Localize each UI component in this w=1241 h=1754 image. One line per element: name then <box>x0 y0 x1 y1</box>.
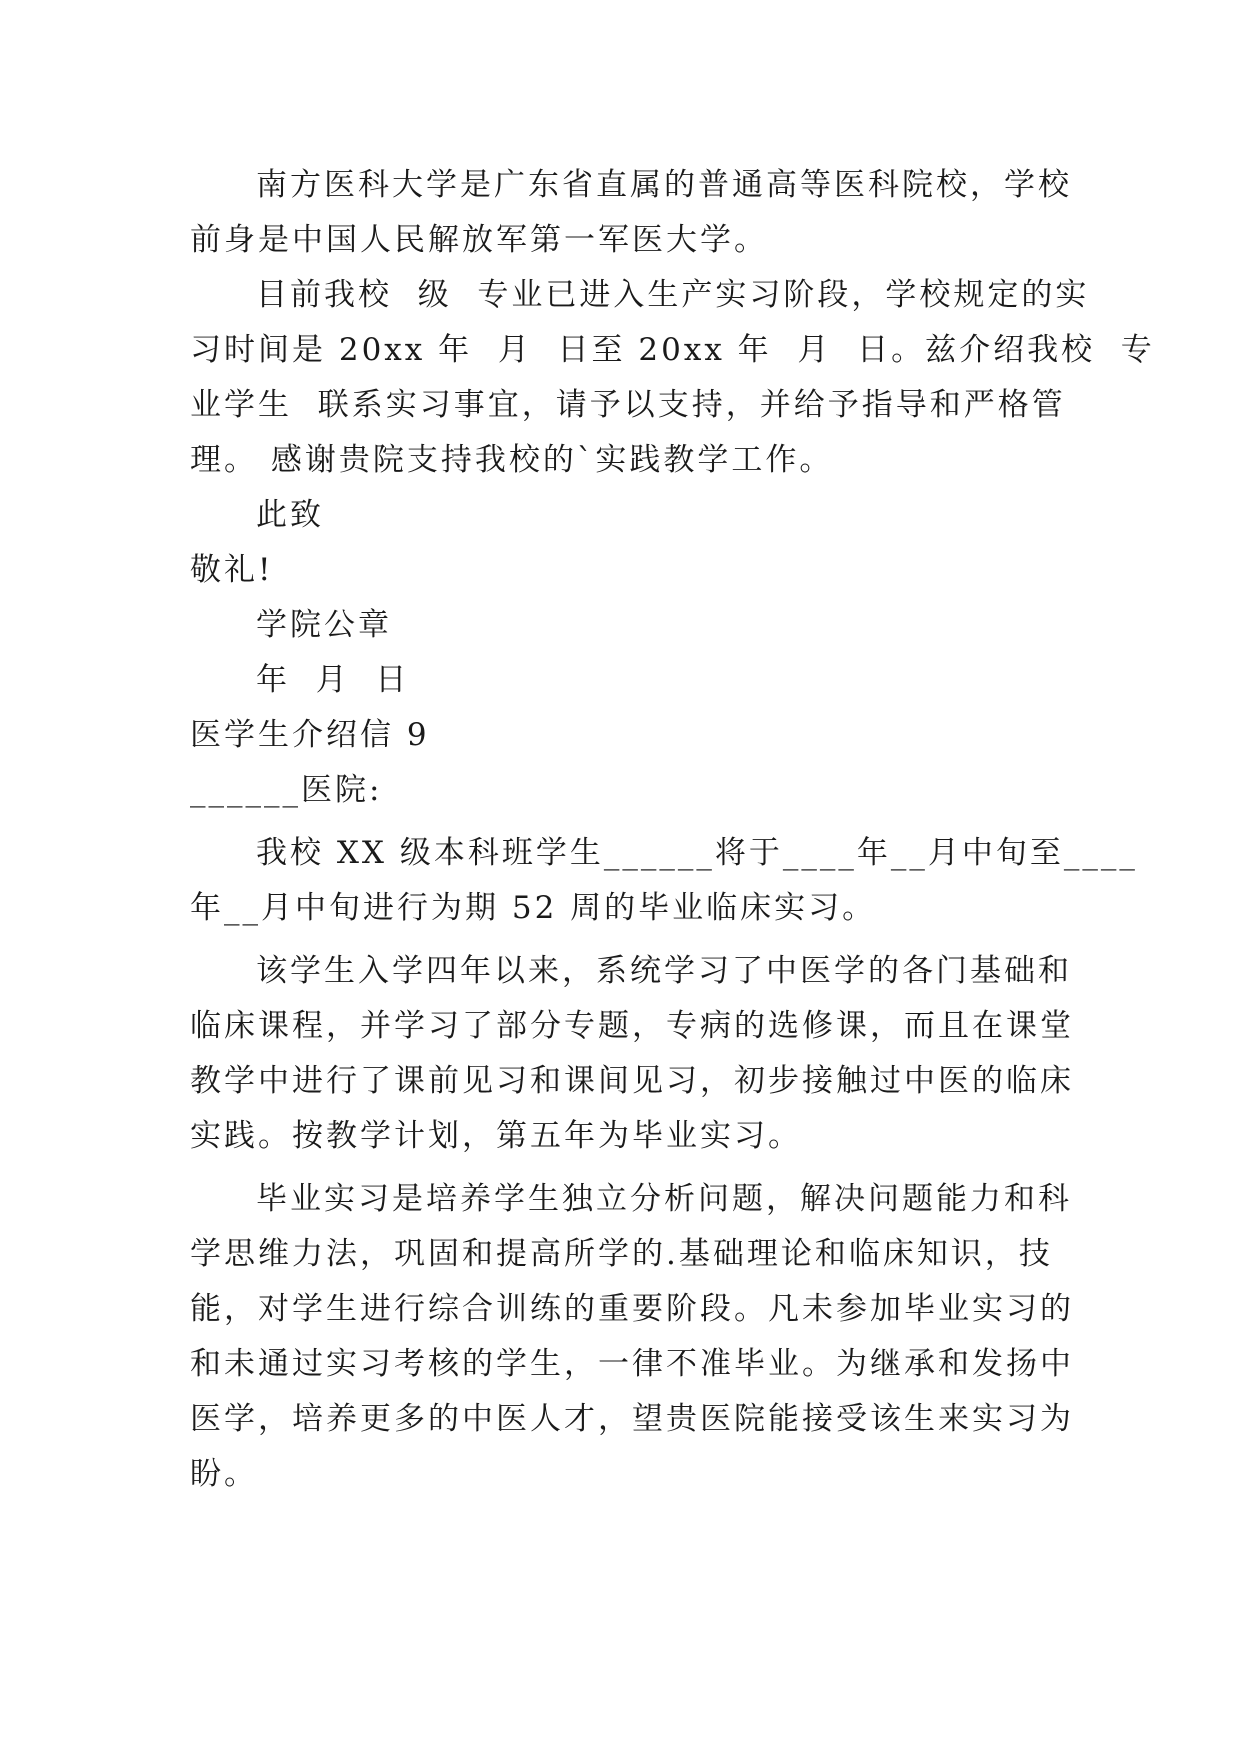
paragraph-line: 教学中进行了课前见习和课间见习，初步接触过中医的临床 <box>190 1063 1074 1099</box>
paragraph-line: 能，对学生进行综合训练的重要阶段。凡未参加毕业实习的 <box>190 1291 1074 1327</box>
paragraph-line: 南方医科大学是广东省直属的普通高等医科院校，学校 <box>256 167 1072 203</box>
paragraph-line: 盼。 <box>190 1456 258 1492</box>
paragraph-line: 毕业实习是培养学生独立分析问题，解决问题能力和科 <box>256 1181 1072 1217</box>
paragraph-line: 临床课程，并学习了部分专题，专病的选修课，而且在课堂 <box>190 1008 1074 1044</box>
date-line: 年 月 日 <box>256 662 410 698</box>
paragraph-line: 实践。按教学计划，第五年为毕业实习。 <box>190 1118 802 1154</box>
paragraph-line: 学思维力法，巩固和提高所学的.基础理论和临床知识，技 <box>190 1236 1053 1272</box>
paragraph-line: 前身是中国人民解放军第一军医大学。 <box>190 222 768 258</box>
paragraph-line: 习时间是 20xx 年 月 日至 20xx 年 月 日。兹介绍我校 专 <box>190 332 1155 368</box>
seal-label: 学院公章 <box>256 607 392 643</box>
paragraph-line: 目前我校 级 专业已进入生产实习阶段，学校规定的实 <box>256 277 1090 313</box>
document-page <box>190 158 1155 1502</box>
recipient-line: ______医院: <box>190 772 383 808</box>
paragraph-line: 医学，培养更多的中医人才，望贵医院能接受该生来实习为 <box>190 1401 1074 1437</box>
paragraph-line: 业学生 联系实习事宜，请予以支持，并给予指导和严格管 <box>190 387 1066 423</box>
paragraph-line: 理。 感谢贵院支持我校的`实践教学工作。 <box>190 442 834 478</box>
paragraph-line: 和未通过实习考核的学生，一律不准毕业。为继承和发扬中 <box>190 1346 1074 1382</box>
section-title: 医学生介绍信 9 <box>190 717 430 753</box>
paragraph-line: 我校 XX 级本科班学生______将于____年__月中旬至____ <box>256 835 1138 871</box>
salutation: 敬礼! <box>190 552 274 588</box>
paragraph-line: 该学生入学四年以来，系统学习了中医学的各门基础和 <box>256 953 1072 989</box>
paragraph-line: 年__月中旬进行为期 52 周的毕业临床实习。 <box>190 890 877 926</box>
closing-line: 此致 <box>256 497 324 533</box>
